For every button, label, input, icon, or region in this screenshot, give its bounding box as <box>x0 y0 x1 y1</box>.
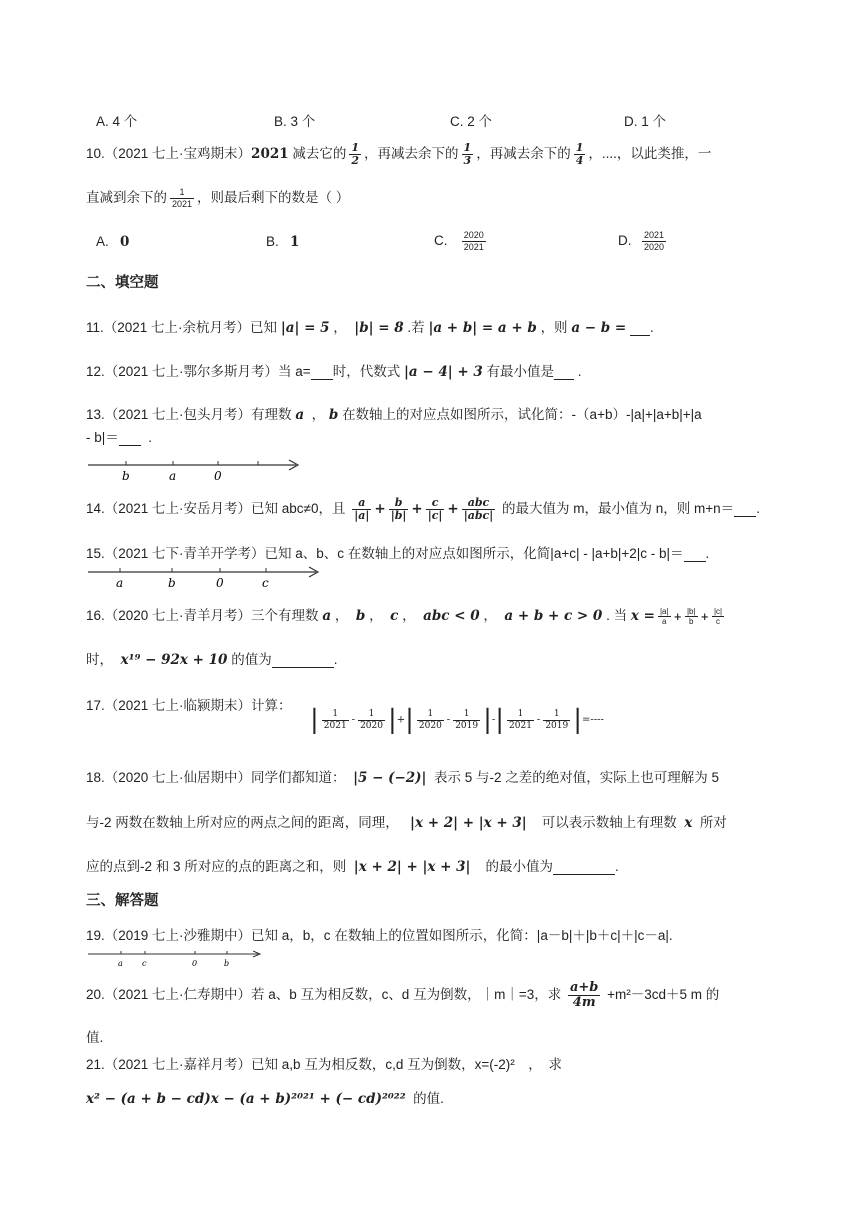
q21-line1: 21.（2021 七上·嘉祥月考）已知 a,b 互为相反数，c,d 互为倒数，x=(-2)² ， 求 <box>86 1057 562 1072</box>
q19-number-line <box>86 948 266 970</box>
q13-axis-a: a <box>169 469 177 483</box>
q18-line2: 与-2 两数在数轴上所对应的两点之间的距离，同理， |x + 2| + |x + 3| 可以表示数轴上有理数 x 所对 <box>86 815 727 831</box>
q19: 19.（2019 七上·沙雅期中）已知 a，b，c 在数轴上的位置如图所示，化简：|a－b|＋|b＋c|＋|c－a|. <box>86 928 673 943</box>
q15-axis-a: a <box>116 576 124 590</box>
q15-axis-0: 0 <box>216 576 224 590</box>
q12: 12.（2021 七上·鄂尔多斯月考）当 a= 时，代数式 |a − 4| + 3 有最小值是 . <box>86 364 582 380</box>
q11: 11.（2021 七上·余杭月考）已知 |a| = 5 ， |b| = 8 .若 |a + b| = a + b ，则 a − b = . <box>86 320 654 336</box>
q9-option-d: D. 1 个 <box>624 114 667 129</box>
q20-line1: 20.（2021 七上·仁寿期中）若 a、b 互为相反数，c、d 互为倒数，｜m｜=3，求 $\frac{a+b}{4m}$ +m²－3cd＋5 m 的 <box>86 980 720 1010</box>
q13-number-line <box>86 455 306 487</box>
q15-number-line <box>86 563 326 593</box>
q13-line2: - b|＝ . <box>86 430 153 445</box>
q16-line1: 16.（2020 七上·青羊月考）三个有理数 a ， b ， c ， abc < 0 ， a + b + c > 0 . 当 x = $\frac{|a|}{a}$ + $\frac{|b|}{b}$ + $\frac{|c|}{c}$ <box>86 606 723 626</box>
q9-option-a: A. 4 个 <box>96 114 138 129</box>
q19-axis-a: a <box>118 959 123 968</box>
section-solve: 三、解答题 <box>86 893 159 909</box>
section-fill-in: 二、填空题 <box>86 275 159 291</box>
q21-line2: x² − (a + b − cd)x − (a + b)²⁰²¹ + (− cd)²⁰²² 的值. <box>86 1091 444 1107</box>
q19-axis-0: 0 <box>192 959 198 968</box>
q18-line1: 18.（2020 七上·仙居期中）同学们都知道： |5 − (−2)| 表示 5 与-2 之差的绝对值，实际上也可理解为 5 <box>86 770 720 786</box>
q20-line2: 值. <box>86 1030 104 1045</box>
q18-line3: 应的点到-2 和 3 所对应的点的距离之和，则 |x + 2| + |x + 3| 的最小值为 . <box>86 859 619 875</box>
q15-axis-b: b <box>168 576 176 590</box>
q13-axis-b: b <box>122 469 130 483</box>
q10-option-b: B. 1 <box>266 234 300 250</box>
q17-expression: | $\frac{1}{2021}$ - $\frac{1}{2020}$ |+| $\frac{1}{2020}$ - $\frac{1}{2019}$ |-| $\frac{1}{2021}$ - $\frac{1}{2019}$ |=---- <box>310 705 604 735</box>
q15: 15.（2021 七下·青羊开学考）已知 a、b、c 在数轴上的对应点如图所示，化简|a+c| - |a+b|+2|c - b|＝ . <box>86 546 710 561</box>
q10-line1: 10.（2021 七上·宝鸡期末）2021 减去它的 $\frac{1}{2}$ ，再减去余下的 $\frac{1}{3}$ ，再减去余下的 $\frac{1}{4}$ ，....，以此类推，一 <box>86 141 712 167</box>
q17-label: 17.（2021 七上·临颍期末）计算： <box>86 698 292 713</box>
q9-option-b: B. 3 个 <box>274 114 316 129</box>
q13-line1: 13.（2021 七上·包头月考）有理数 a ， b 在数轴上的对应点如图所示，试化简：-（a+b）-|a|+|a+b|+|a <box>86 407 702 423</box>
q9-option-c: C. 2 个 <box>450 114 493 129</box>
q14: 14.（2021 七上·安岳月考）已知 abc≠0，且 $\frac{a}{|a|}$ + $\frac{b}{|b|}$ + $\frac{c}{|c|}$ + $\frac{\text{abc}}{\text{|abc|}}$ 的最大值为 m，最小值为 n，则 m+n＝ . <box>86 496 760 522</box>
q10-option-c: C. $\frac{2020}{2021}$ <box>434 230 484 252</box>
q19-axis-b: b <box>224 959 230 968</box>
q16-line2: 时， x¹⁹ − 92x + 10 的值为 . <box>86 652 338 668</box>
q19-axis-c: c <box>142 959 147 968</box>
q13-axis-0: 0 <box>214 469 222 483</box>
q10-option-d: D. $\frac{2021}{2020}$ <box>618 230 665 252</box>
q10-option-a: A. 0 <box>96 234 130 250</box>
q15-axis-c: c <box>262 576 269 590</box>
q10-line2: 直减到余下的 $\frac{1}{2021}$ ，则最后剩下的数是（ ） <box>86 186 350 209</box>
